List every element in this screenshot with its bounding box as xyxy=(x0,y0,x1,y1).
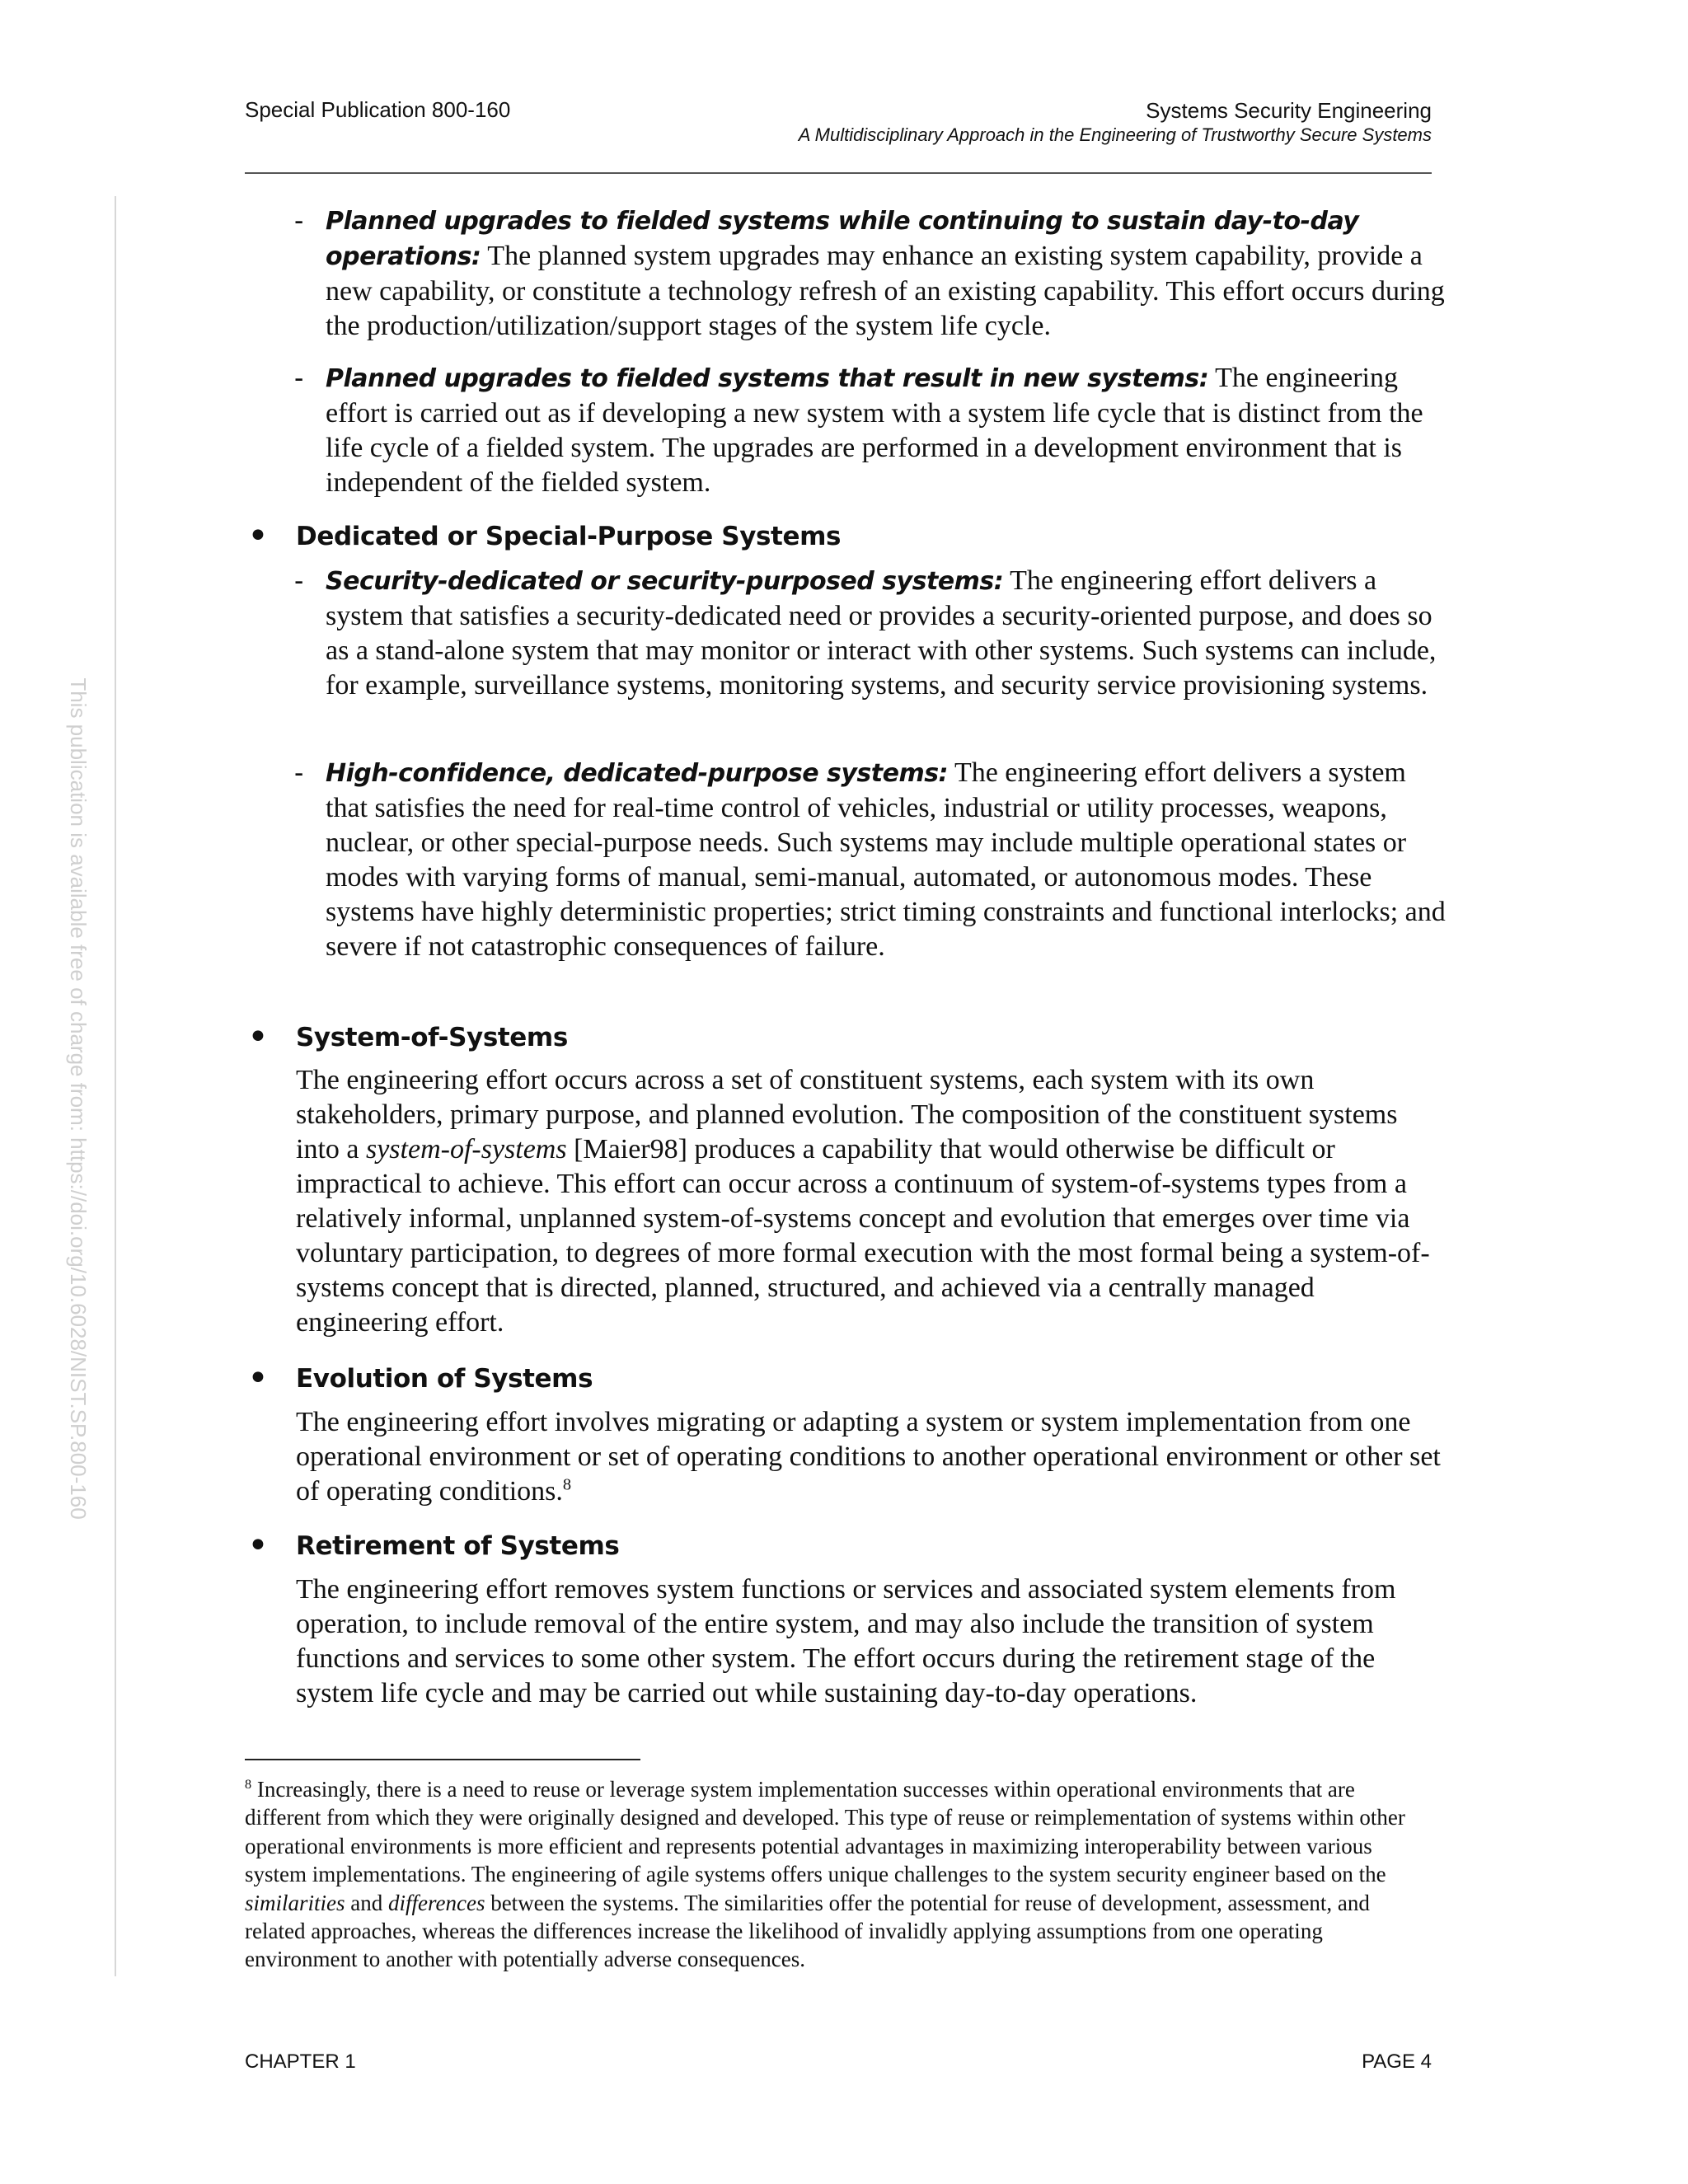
text-run: [Maier98] produces a capability that would otherwise be difficult or impractical to achieve. This effort can occur across a continuum of system-of-systems types from a relatively informal, unplanned system-of-systems concept and evolution that emerges over time via voluntary participation, to degrees of more formal execution with the most formal being a system-of-systems concept that is directed, planned, structured, and achieved via a centrally managed engineering effort. xyxy=(296,1134,1430,1338)
emphasis-term: differences xyxy=(388,1890,485,1915)
text-run: and xyxy=(345,1890,388,1915)
text-run: The engineering effort occurs across a set of constituent systems, each system with its own stakeholders, primary purpose, and planned evolution. The composition of the constituent systems into a xyxy=(296,1065,1398,1165)
publication-number: Special Publication 800-160 xyxy=(245,97,511,122)
section-text-evolution xyxy=(296,1405,1446,1509)
sub-item-text: The planned system upgrades may enhance an existing system capability, provide a new capability, or constitute a technology refresh of an existing capability. This effort occurs during the production/utilization/support stages of the system life cycle. xyxy=(326,241,1445,341)
section-heading-retirement: Retirement of Systems xyxy=(296,1531,620,1561)
section-heading-system-of-systems: System-of-Systems xyxy=(296,1023,568,1052)
sub-item-planned-upgrades-sustain xyxy=(294,204,1447,344)
sub-item-text: The engineering effort delivers a system that satisfies a security-dedicated need or provides a security-oriented purpose, and does so as a stand-alone system that may monitor or interact with other systems. Such systems can include, for example, surveillance systems, monitoring systems, and security service provisioning systems. xyxy=(326,565,1437,701)
sub-item-text: The engineering effort delivers a system that satisfies the need for real-time control of vehicles, industrial or utility processes, weapons, nuclear, or other special-purpose needs. Such systems may include multiple operational states or modes with varying forms of manual, semi-manual, automated, or autonomous modes. These systems have highly deterministic properties; strict timing constraints and functional interlocks; and severe if not catastrophic consequences of failure. xyxy=(326,757,1446,962)
header-divider xyxy=(245,172,1432,174)
sub-item-lead: High-confidence, dedicated-purpose systems: xyxy=(326,759,949,788)
text-run: The engineering effort removes system functions or services and associated system elements from operation, to include removal of the entire system, and may also include the transition of system functions and services to some other system. The effort occurs during the retirement stage of the system life cycle and may be carried out while sustaining day-to-day operations. xyxy=(296,1574,1396,1708)
sub-item-text: The engineering effort is carried out as if developing a new system with a system life cycle that is distinct from the life cycle of a fielded system. The upgrades are performed in a development environment that is independent of the fielded system. xyxy=(326,363,1423,498)
publication-subtitle: A Multidisciplinary Approach in the Engineering of Trustworthy Secure Systems xyxy=(798,124,1432,145)
bullet-system-of-systems: • xyxy=(247,1016,269,1058)
footnote-divider xyxy=(245,1759,640,1760)
section-heading-evolution: Evolution of Systems xyxy=(296,1364,593,1394)
margin-rule xyxy=(115,196,116,1976)
section-text-retirement xyxy=(296,1572,1446,1711)
sub-item-planned-upgrades-new xyxy=(294,361,1447,500)
text-run: The engineering effort involves migrating or adapting a system or system implementation from one operational environment or set of operating conditions to another operational environment or other set of operating conditions. xyxy=(296,1407,1441,1507)
bullet-dedicated: • xyxy=(247,515,269,557)
bullet-retirement: • xyxy=(247,1525,269,1567)
dash-marker: - xyxy=(294,565,304,597)
section-heading-dedicated: Dedicated or Special-Purpose Systems xyxy=(296,522,842,551)
footnote-8 xyxy=(245,1775,1432,1974)
sub-item-lead: Planned upgrades to fielded systems that result in new systems: xyxy=(326,364,1209,393)
dash-marker: - xyxy=(294,205,304,237)
sub-item-security-dedicated xyxy=(294,564,1447,703)
dash-marker: - xyxy=(294,757,304,789)
publication-title: Systems Security Engineering xyxy=(1146,98,1432,123)
sub-item-lead: Planned upgrades to fielded systems while continuing to sustain day-to-day operations: xyxy=(326,207,1359,271)
dash-marker: - xyxy=(294,363,304,394)
footnote-number: 8 xyxy=(245,1777,252,1792)
footer-page-number: PAGE 4 xyxy=(1362,2050,1432,2073)
footnote-ref[interactable]: 8 xyxy=(562,1475,572,1494)
publication-title-block xyxy=(799,97,1432,147)
text-run: Increasingly, there is a need to reuse or leverage system implementation successes within operational environments that are different from which they were originally designed and developed. This type of reuse or reimplementation of systems within other operational environments is more efficient and represents potential advantages in maximizing interoperability between various system implementations. The engineering of agile systems offers unique challenges to the system security engineer based on the xyxy=(245,1777,1405,1887)
emphasis-term: similarities xyxy=(245,1890,345,1915)
bullet-evolution: • xyxy=(247,1357,269,1399)
sub-item-high-confidence xyxy=(294,756,1447,964)
section-text-system-of-systems xyxy=(296,1063,1446,1340)
text-run: between the systems. The similarities offer the potential for reuse of development, assessment, and related approaches, whereas the differences increase the likelihood of invalidly applying assumptions from one operating environment to another with potentially adverse consequences. xyxy=(245,1890,1370,1972)
footer-chapter: CHAPTER 1 xyxy=(245,2050,356,2073)
sub-item-lead: Security-dedicated or security-purposed systems: xyxy=(326,567,1004,596)
emphasis-term: system-of-systems xyxy=(365,1134,567,1165)
availability-watermark: This publication is available free of charge from: https://doi.org/10.6028/NIST.SP.800-160 xyxy=(66,677,91,1520)
